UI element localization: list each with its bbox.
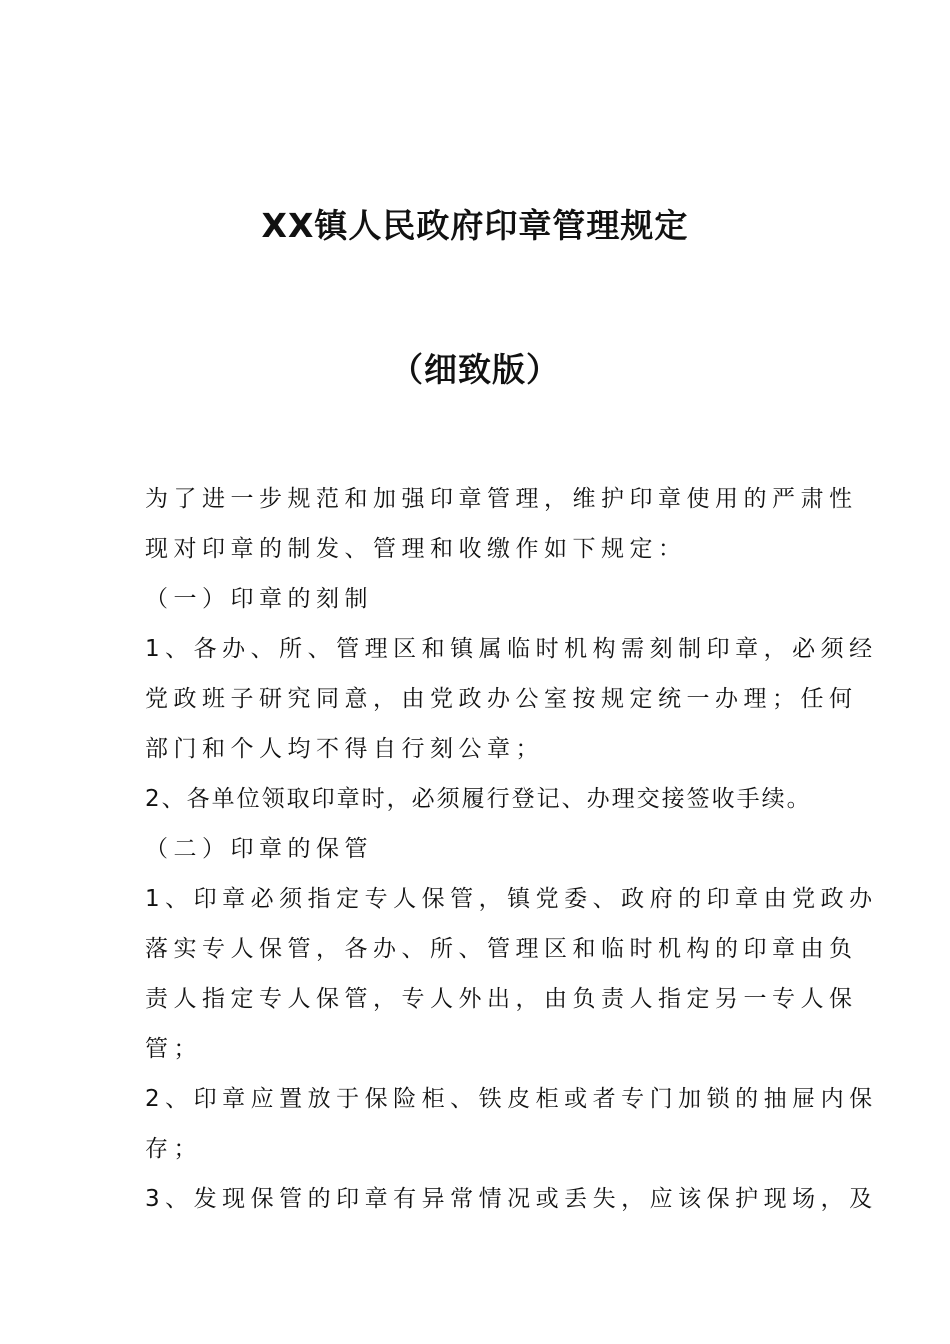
body-line: 为了进一步规范和加强印章管理，维护印章使用的严肃性 — [145, 486, 858, 512]
body-line: 责人指定专人保管，专人外出，由负责人指定另一专人保 — [145, 986, 858, 1012]
body-line: 部门和个人均不得自行刻公章； — [145, 736, 544, 762]
document-title: XX镇人民政府印章管理规定 — [261, 206, 689, 245]
section-heading: （一）印章的刻制 — [145, 586, 373, 612]
body-line: 1、各办、所、管理区和镇属临时机构需刻制印章，必须经 — [145, 636, 878, 662]
body-line: 现对印章的制发、管理和收缴作如下规定： — [145, 536, 687, 562]
document-body — [145, 474, 878, 1224]
section-heading: （二）印章的保管 — [145, 836, 373, 862]
body-line: 1、印章必须指定专人保管，镇党委、政府的印章由党政办 — [145, 886, 878, 912]
body-line: 管； — [145, 1036, 202, 1062]
body-line: 2、各单位领取印章时，必须履行登记、办理交接签收手续。 — [145, 786, 812, 812]
body-line: 3、发现保管的印章有异常情况或丢失，应该保护现场，及 — [145, 1186, 878, 1212]
body-line: 2、印章应置放于保险柜、铁皮柜或者专门加锁的抽屉内保 — [145, 1086, 878, 1112]
body-line: 党政班子研究同意，由党政办公室按规定统一办理；任何 — [145, 686, 858, 712]
document-subtitle: （细致版） — [390, 350, 560, 389]
body-line: 落实专人保管，各办、所、管理区和临时机构的印章由负 — [145, 936, 858, 962]
body-line: 存； — [145, 1136, 202, 1162]
